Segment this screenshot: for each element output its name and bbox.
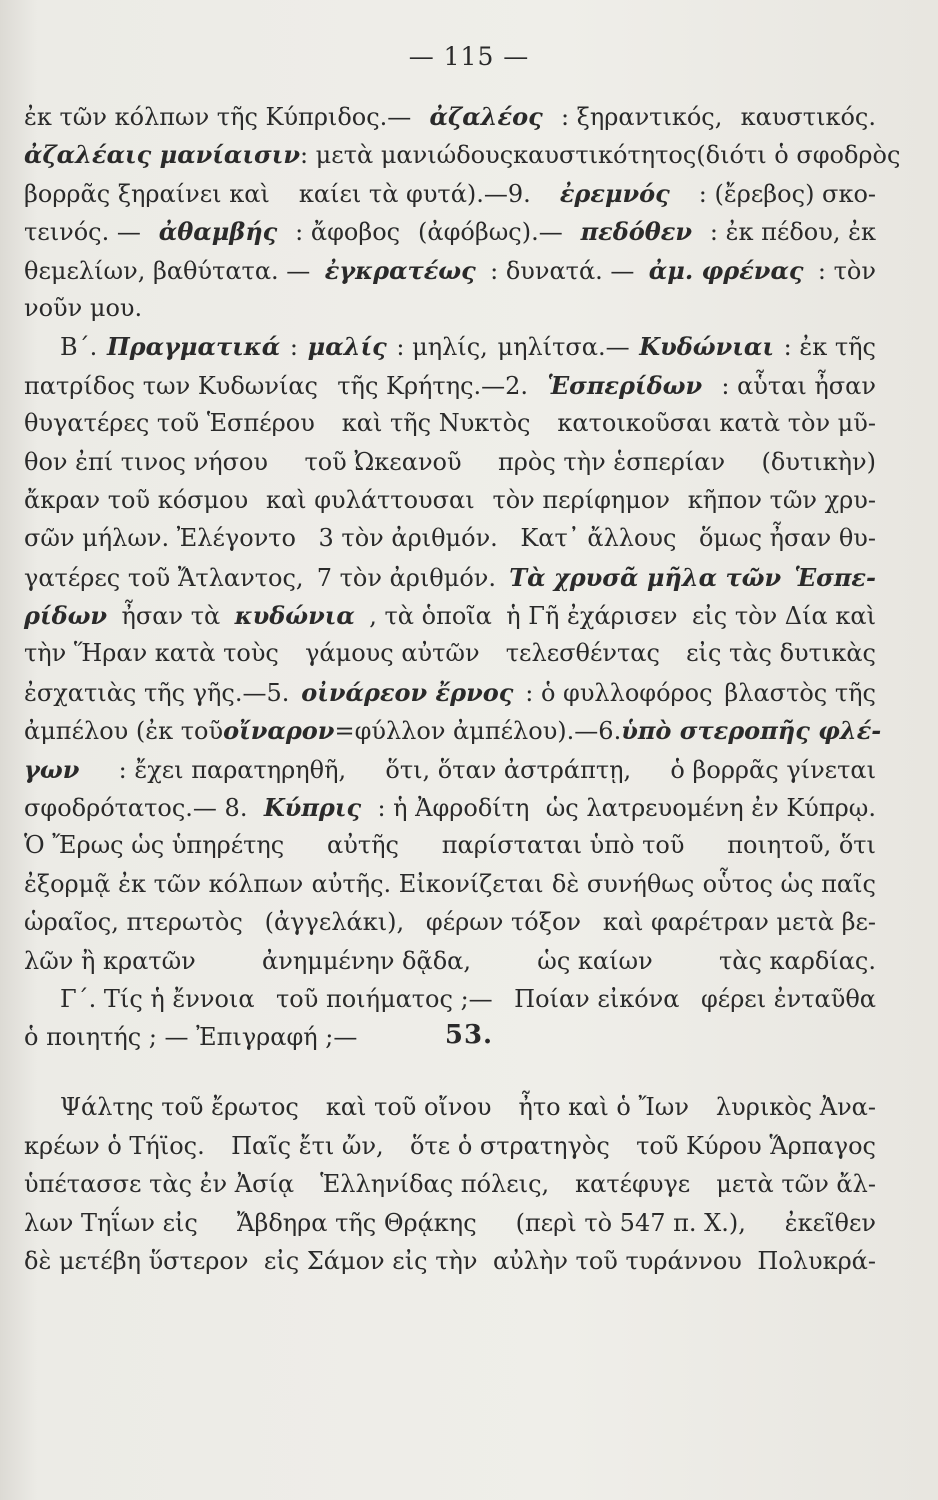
text-segment: τὸν περίφημον	[492, 485, 670, 514]
text-segment: =φύλλον ἀμπέλου).—6.	[334, 717, 622, 746]
text-segment: ἐξορμᾷ ἐκ τῶν κόλπων	[24, 869, 304, 898]
text-segment: (ἀγγελάκι),	[264, 908, 405, 937]
notes-line	[24, 486, 876, 524]
text-segment: τοῦ Ὠκεανοῦ	[304, 447, 462, 476]
text-segment: οὗτος ὡς παῖς	[702, 869, 876, 898]
text-segment: , τὰ ὁποῖα	[369, 602, 492, 631]
text-segment: νοῦν μου.	[24, 293, 143, 322]
text-segment: λῶν ἢ κρατῶν	[24, 946, 196, 975]
text-segment: σῶν μήλων. Ἐλέγοντο	[24, 524, 297, 553]
gloss-term: Πραγματικά	[106, 332, 281, 362]
text-segment: ἦσαν τὰ	[121, 602, 221, 631]
text-segment: ποιητοῦ, ὅτι	[727, 831, 876, 860]
notes-line	[24, 524, 876, 562]
text-segment: καίει τὰ φυτά).—9.	[298, 179, 531, 208]
text-segment: τελεσθέντας	[505, 639, 660, 668]
text-segment: ὑπέτασσε τὰς ἐν Ἀσίᾳ	[24, 1170, 295, 1199]
gloss-term: μαλίς	[307, 332, 387, 362]
text-segment: : τὸν	[817, 256, 876, 285]
text-segment: : δυνατά. —	[490, 256, 635, 285]
text-segment: : μηλίς,	[396, 333, 488, 362]
text-segment: : ἐκ τῆς	[783, 333, 876, 362]
text-segment: τεινός. —	[24, 218, 141, 247]
notes-line	[24, 831, 876, 869]
text-segment: κατοικοῦσαι κατὰ τὸν μῦ-	[557, 409, 876, 438]
body-line	[24, 1247, 876, 1286]
text-segment: σφοδρότατος.— 8.	[24, 794, 248, 823]
notes-line	[24, 102, 876, 140]
text-segment: καὶ φαρέτραν μετὰ βε-	[602, 908, 876, 937]
text-segment: (διότι ὁ σφοδρὸς	[696, 141, 901, 170]
gloss-term: Τὰ χρυσᾶ μῆλα τῶν	[509, 562, 782, 592]
notes-line	[24, 639, 876, 677]
text-segment: τὴν Ἥραν κατὰ τοὺς	[24, 639, 279, 668]
text-segment: (περὶ τὸ 547 π. Χ.),	[515, 1208, 746, 1237]
text-segment: Ποίαν εἰκόνα	[514, 984, 680, 1013]
notes-line	[24, 217, 876, 255]
notes-line	[24, 256, 876, 294]
page-number: — 115 —	[408, 42, 530, 71]
text-segment: καυστικότητος	[513, 141, 697, 170]
notes-line	[24, 448, 876, 486]
gloss-term: Ἑσπε-	[794, 562, 876, 592]
text-segment: κρέων ὁ Τήϊος.	[24, 1131, 205, 1160]
notes-line	[24, 140, 901, 178]
notes-section	[24, 102, 901, 1062]
text-segment: ἐκεῖθεν	[784, 1208, 876, 1237]
notes-line	[24, 294, 876, 332]
notes-line	[24, 793, 876, 831]
notes-line	[24, 371, 876, 409]
text-segment: τῆς Κρήτης.—2.	[337, 371, 529, 400]
gloss-term: κυδώνια	[234, 601, 355, 631]
body-line	[24, 1093, 876, 1132]
notes-line	[24, 179, 876, 217]
text-segment: δὲ συνήθως	[551, 869, 695, 898]
text-segment: : μετὰ μανιώδους	[299, 141, 514, 170]
gloss-term: οἴναρον	[223, 716, 335, 746]
text-segment: κατέφυγε	[575, 1170, 691, 1199]
gloss-term: οἰνάρεον ἔρνος	[301, 677, 514, 707]
text-segment: αὐτῆς	[327, 831, 399, 860]
text-segment: θεμελίων, βαθύτατα. —	[24, 256, 311, 285]
section-number: 53.	[444, 1020, 494, 1050]
text-segment: φέρων τόξον	[425, 908, 582, 937]
text-segment: (δυτικὴν)	[761, 447, 876, 476]
text-segment: ὅμως ἦσαν θυ-	[698, 524, 876, 553]
notes-line	[24, 716, 882, 754]
text-segment: μετὰ τῶν ἄλ-	[716, 1170, 876, 1199]
text-segment: τοῦ ποιήματος ;—	[276, 984, 493, 1013]
text-segment: ὡς καίων	[537, 946, 653, 975]
text-segment: : ὁ φυλλοφόρος	[525, 678, 713, 707]
text-segment: ὡραῖος, πτερωτὸς	[24, 908, 243, 937]
text-segment: φέρει ἐνταῦθα	[700, 984, 876, 1013]
gloss-term: Ἑσπερίδων	[547, 370, 703, 400]
gloss-term: ἐρεμνός	[559, 178, 670, 208]
body-line	[24, 1132, 876, 1171]
text-segment: :	[289, 333, 298, 362]
gloss-term: ὑπὸ στεροπῆς φλέ-	[621, 716, 882, 746]
notes-line	[24, 755, 876, 793]
text-segment: (ἀφόβως).—	[418, 218, 563, 247]
text-segment: Β΄.	[60, 333, 98, 362]
body-line	[24, 1209, 876, 1248]
text-segment: εἰς τὸν Δία καὶ	[691, 602, 876, 631]
text-segment: Ψάλτης τοῦ ἔρωτος	[60, 1093, 299, 1121]
text-segment: λυρικὸς Ἀνα-	[715, 1093, 876, 1121]
text-segment: μηλίτσα.—	[497, 333, 630, 362]
text-segment: Ὁ Ἔρως ὡς ὑπηρέτης	[24, 831, 285, 860]
text-segment: πατρίδος των Κυδωνίας	[24, 371, 318, 400]
text-segment: ὅτε ὁ στρατηγὸς	[410, 1131, 610, 1160]
text-segment: Παῖς ἔτι ὤν,	[231, 1131, 384, 1160]
text-segment: καὶ φυλάττουσαι	[265, 485, 475, 514]
notes-line	[24, 409, 876, 447]
text-segment: καυστικός.	[740, 103, 876, 131]
gloss-term: ἀζαλέος	[429, 102, 543, 131]
notes-line	[24, 678, 876, 716]
text-segment: ἀνημμένην δᾷδα,	[262, 946, 471, 975]
text-segment: παρίσταται ὑπὸ τοῦ	[441, 831, 685, 860]
gloss-term: Κυδώνιαι	[639, 332, 774, 362]
gloss-term: ἀζαλέαις μανίαισιν	[24, 140, 300, 170]
text-segment: εἰς Σάμον εἰς τὴν	[263, 1247, 478, 1276]
text-segment: θυγατέρες τοῦ Ἑσπέρου	[24, 409, 315, 438]
text-segment: δὲ μετέβη ὕστερον	[24, 1247, 249, 1276]
text-segment: ἄκραν τοῦ κόσμου	[24, 485, 249, 514]
text-segment: γατέρες τοῦ Ἄτλαντος,	[24, 563, 304, 592]
text-segment: αὐλὴν τοῦ τυράννου	[492, 1247, 742, 1276]
text-segment: : ξηραντικός,	[560, 103, 723, 131]
text-segment: κῆπον τῶν χρυ-	[687, 485, 876, 514]
text-segment: τοῦ Κύρου Ἅρπαγος	[636, 1131, 876, 1160]
text-segment: ἡ Γῆ ἐχάρισεν	[506, 602, 678, 631]
gloss-term: Κύπρις	[263, 793, 362, 823]
notes-line	[24, 563, 876, 601]
gloss-term: ἐγκρατέως	[324, 255, 476, 285]
text-segment: ὅτι, ὅταν ἀστράπτῃ,	[385, 755, 632, 784]
text-segment: γάμους αὐτῶν	[305, 639, 480, 668]
text-segment: τὰς καρδίας.	[718, 946, 876, 975]
gloss-term: ἀμ. φρένας	[648, 255, 804, 285]
gloss-term: πεδόθεν	[580, 217, 693, 247]
text-segment: βλαστὸς τῆς	[724, 678, 876, 707]
text-segment: 3 τὸν ἀριθμόν.	[318, 524, 498, 553]
text-segment: θον ἐπί τινος νήσου	[24, 447, 268, 476]
text-segment: ἀμπέλου (ἐκ τοῦ	[24, 717, 224, 746]
text-segment: Πολυκρά-	[757, 1247, 876, 1276]
notes-line	[24, 332, 876, 370]
body-line	[24, 1170, 876, 1209]
poem-introduction-section	[24, 1093, 876, 1286]
text-segment: : αὗται ἦσαν	[721, 371, 876, 400]
text-segment: 7 τὸν ἀριθμόν.	[316, 563, 497, 592]
text-segment: καὶ τῆς Νυκτὸς	[341, 409, 531, 438]
text-segment: Ἄβδηρα τῆς Θρᾴκης	[236, 1208, 477, 1237]
text-segment: ὁ ποιητής ; — Ἐπιγραφή ;—	[24, 1023, 358, 1052]
text-segment: : ἐκ πέδου, ἐκ	[709, 218, 876, 247]
text-segment: πρὸς τὴν ἑσπερίαν	[498, 447, 726, 476]
notes-line	[24, 870, 876, 908]
text-segment: λων Τηΐων εἰς	[24, 1208, 198, 1237]
text-segment: ἦτο καὶ ὁ Ἴων	[518, 1093, 689, 1121]
text-segment: : ἔχει παρατηρηθῆ,	[118, 755, 347, 784]
gloss-term: γων	[24, 754, 80, 784]
text-segment: ὡς λατρευομένη ἐν Κύπρῳ.	[545, 794, 876, 823]
text-segment: αὐτῆς. Εἰκονίζεται	[311, 869, 544, 898]
text-segment: ἐσχατιὰς τῆς γῆς.—5.	[24, 678, 290, 707]
text-segment: : ἡ Ἀφροδίτη	[377, 794, 530, 823]
text-segment: βορρᾶς ξηραίνει καὶ	[24, 179, 270, 208]
text-segment: εἰς τὰς δυτικὰς	[686, 639, 876, 668]
gloss-term: ἀθαμβής	[158, 217, 278, 247]
notes-line	[24, 947, 876, 985]
text-segment: καὶ τοῦ οἴνου	[325, 1093, 492, 1121]
text-segment: ἐκ τῶν κόλπων τῆς Κύπριδος.—	[24, 103, 412, 131]
text-segment: ὁ βορρᾶς γίνεται	[670, 755, 876, 784]
text-segment: Κατ᾽ ἄλλους	[520, 524, 677, 553]
text-segment: Γ΄. Τίς ἡ ἔννοια	[60, 984, 255, 1013]
notes-line	[24, 908, 876, 946]
text-segment: : ἄφοβος	[295, 218, 401, 247]
gloss-term: ρίδων	[24, 601, 108, 631]
notes-line	[24, 601, 876, 639]
text-segment: Ἑλληνίδας πόλεις,	[320, 1170, 550, 1199]
notes-line	[24, 985, 876, 1023]
text-segment: : (ἔρεβος) σκο-	[698, 179, 876, 208]
